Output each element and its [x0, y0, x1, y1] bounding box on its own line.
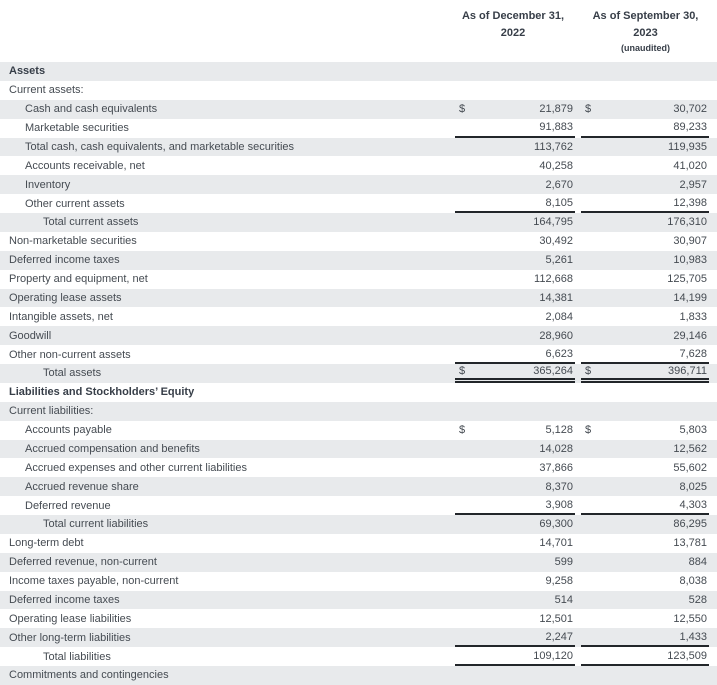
value-col1: [455, 326, 575, 345]
table-row: [0, 194, 717, 213]
row-label: Accrued expenses and other current liabilities: [25, 461, 247, 474]
row-label: Deferred revenue, non-current: [9, 556, 157, 569]
right-padding: [709, 383, 717, 402]
value-col2: [581, 383, 709, 402]
value-col1: [455, 213, 575, 232]
value-text-col2: 14,199: [673, 291, 707, 304]
value-text-col1: 164,795: [533, 216, 573, 229]
value-text-col2: 55,602: [673, 461, 707, 474]
right-padding: [709, 572, 717, 591]
row-label: Deferred revenue: [25, 499, 111, 512]
right-padding: [709, 496, 717, 515]
value-text-col2: 30,702: [673, 103, 707, 116]
value-text-col1: 6,623: [545, 347, 573, 360]
table-row: [0, 156, 717, 175]
value-col2: [581, 270, 709, 289]
header-period-1-line1: As of December 31,: [461, 10, 565, 22]
value-col2: [581, 591, 709, 610]
value-text-col1: 8,370: [545, 480, 573, 493]
value-text-col1: 14,701: [539, 537, 573, 550]
row-label: Total assets: [43, 367, 102, 380]
value-text-col2: 86,295: [673, 518, 707, 531]
value-text-col1: 8,105: [545, 196, 573, 209]
value-text-col1: 37,866: [539, 461, 573, 474]
value-col2: [581, 326, 709, 345]
right-padding: [709, 232, 717, 251]
row-label: Accounts receivable, net: [25, 159, 145, 172]
table-row: [0, 326, 717, 345]
value-text-col1: 14,381: [539, 291, 573, 304]
value-col2: [581, 81, 709, 100]
value-col2: [581, 647, 709, 666]
row-label: Current liabilities:: [9, 405, 94, 418]
value-col1: [455, 628, 575, 647]
row-label: Inventory: [25, 178, 71, 191]
value-text-col1: 2,247: [545, 630, 573, 643]
value-text-col2: 119,935: [668, 140, 707, 153]
table-row: [0, 175, 717, 194]
row-label: Long-term debt: [9, 537, 84, 550]
right-padding: [709, 175, 717, 194]
table-row: [0, 591, 717, 610]
value-text-col1: 5,261: [545, 254, 573, 267]
value-text-col2: 89,233: [673, 121, 707, 134]
table-row: [0, 364, 717, 383]
header-period-1-line2: 2022: [500, 27, 526, 39]
value-col1: [455, 345, 575, 364]
value-text-col1: 2,670: [545, 178, 573, 191]
row-label: Current assets:: [9, 84, 84, 97]
value-text-col1: 365,264: [533, 364, 573, 377]
currency-symbol-col2: $: [585, 364, 592, 377]
value-col2: [581, 138, 709, 157]
balance-sheet-rows: [0, 62, 717, 685]
row-label: Operating lease assets: [9, 291, 122, 304]
unaudited-note: (unaudited): [621, 43, 670, 53]
table-row: [0, 138, 717, 157]
row-label: Income taxes payable, non-current: [9, 575, 179, 588]
value-text-col2: 7,628: [679, 347, 707, 360]
right-padding: [709, 440, 717, 459]
value-text-col1: 514: [554, 593, 573, 606]
value-col2: [581, 553, 709, 572]
table-row: [0, 307, 717, 326]
value-text-col1: 12,501: [539, 612, 573, 625]
value-col2: [581, 534, 709, 553]
value-col1: [455, 81, 575, 100]
value-col2: [581, 440, 709, 459]
right-padding: [709, 326, 717, 345]
header-period-sep-2023: [580, 8, 711, 55]
value-col2: [581, 289, 709, 308]
value-text-col2: 30,907: [673, 235, 707, 248]
table-row: [0, 81, 717, 100]
right-padding: [709, 591, 717, 610]
value-col2: [581, 666, 709, 685]
value-col1: [455, 289, 575, 308]
value-text-col2: 12,562: [673, 442, 707, 455]
value-col2: [581, 119, 709, 138]
value-col1: [455, 591, 575, 610]
right-padding: [709, 119, 717, 138]
table-row: [0, 496, 717, 515]
value-text-col2: 8,025: [679, 480, 707, 493]
value-col1: [455, 553, 575, 572]
value-text-col2: 2,957: [679, 178, 707, 191]
value-col1: [455, 232, 575, 251]
value-col1: [455, 666, 575, 685]
row-label: Cash and cash equivalents: [25, 103, 158, 116]
row-label: Liabilities and Stockholders’ Equity: [9, 386, 195, 399]
currency-symbol-col1: $: [459, 424, 466, 437]
value-col1: [455, 477, 575, 496]
value-col2: [581, 232, 709, 251]
row-label: Non-marketable securities: [9, 235, 137, 248]
value-text-col1: 40,258: [539, 159, 573, 172]
value-col1: [455, 251, 575, 270]
value-col1: [455, 156, 575, 175]
right-padding: [709, 647, 717, 666]
value-text-col2: 12,398: [673, 196, 707, 209]
value-col2: [581, 100, 709, 119]
table-row: [0, 345, 717, 364]
right-padding: [709, 402, 717, 421]
row-label: Intangible assets, net: [9, 310, 113, 323]
table-row: [0, 119, 717, 138]
table-row: [0, 383, 717, 402]
value-text-col2: 176,310: [667, 216, 707, 229]
value-text-col2: 528: [688, 593, 707, 606]
value-text-col1: 91,883: [539, 121, 573, 134]
table-row: [0, 440, 717, 459]
value-col2: [581, 364, 709, 383]
right-padding: [709, 307, 717, 326]
table-row: [0, 100, 717, 119]
table-row: [0, 515, 717, 534]
header-period-2-line2: 2023: [633, 27, 658, 39]
value-col2: [581, 458, 709, 477]
right-padding: [709, 289, 717, 308]
right-padding: [709, 81, 717, 100]
value-text-col2: 10,983: [673, 254, 707, 267]
value-col1: [455, 609, 575, 628]
value-col2: [581, 62, 709, 81]
value-text-col2: 123,509: [667, 649, 707, 662]
value-text-col2: 13,781: [673, 537, 707, 550]
value-text-col2: 4,303: [679, 498, 707, 511]
right-padding: [709, 609, 717, 628]
currency-symbol-col2: $: [585, 103, 592, 116]
value-text-col2: 396,711: [668, 364, 707, 377]
row-label: Operating lease liabilities: [9, 612, 132, 625]
value-text-col2: 8,038: [679, 575, 707, 588]
value-col2: [581, 156, 709, 175]
row-label: Total current liabilities: [43, 518, 149, 531]
row-label: Total current assets: [43, 216, 139, 229]
table-row: [0, 666, 717, 685]
right-padding: [709, 534, 717, 553]
value-col1: [455, 515, 575, 534]
right-padding: [709, 251, 717, 270]
value-col1: [455, 364, 575, 383]
value-text-col1: 3,908: [545, 498, 573, 511]
table-row: [0, 251, 717, 270]
table-row: [0, 232, 717, 251]
value-col1: [455, 100, 575, 119]
value-col2: [581, 496, 709, 515]
value-text-col1: 2,084: [545, 310, 573, 323]
table-row: [0, 572, 717, 591]
value-text-col1: 109,120: [533, 649, 573, 662]
right-padding: [709, 477, 717, 496]
row-label: Commitments and contingencies: [9, 669, 169, 682]
value-col2: [581, 402, 709, 421]
table-row: [0, 289, 717, 308]
row-label: Accrued revenue share: [25, 480, 139, 493]
value-col2: [581, 609, 709, 628]
value-col2: [581, 477, 709, 496]
value-text-col2: 29,146: [673, 329, 707, 342]
value-text-col1: 113,762: [534, 140, 573, 153]
value-text-col1: 9,258: [545, 575, 573, 588]
right-padding: [709, 100, 717, 119]
value-col2: [581, 572, 709, 591]
value-text-col1: 112,668: [534, 273, 573, 286]
value-text-col2: 1,433: [679, 630, 707, 643]
right-padding: [709, 194, 717, 213]
value-col1: [455, 62, 575, 81]
value-col1: [455, 307, 575, 326]
table-row: [0, 628, 717, 647]
value-text-col2: 5,803: [679, 424, 707, 437]
table-row: [0, 458, 717, 477]
value-col1: [455, 138, 575, 157]
value-col1: [455, 458, 575, 477]
row-label: Marketable securities: [25, 122, 129, 135]
value-col1: [455, 647, 575, 666]
right-padding: [709, 628, 717, 647]
currency-symbol-col1: $: [459, 364, 466, 377]
value-text-col1: 30,492: [539, 235, 573, 248]
table-row: [0, 62, 717, 81]
value-col2: [581, 307, 709, 326]
row-label: Total cash, cash equivalents, and marketable securities: [25, 140, 295, 153]
table-row: [0, 270, 717, 289]
row-label: Total liabilities: [43, 650, 111, 663]
value-col1: [455, 270, 575, 289]
value-text-col1: 28,960: [539, 329, 573, 342]
right-padding: [709, 345, 717, 364]
value-col1: [455, 194, 575, 213]
row-label: Property and equipment, net: [9, 273, 148, 286]
value-text-col1: 599: [554, 556, 573, 569]
value-text-col1: 21,879: [539, 103, 573, 116]
row-label: Other current assets: [25, 197, 125, 210]
right-padding: [709, 666, 717, 685]
value-col1: [455, 175, 575, 194]
currency-symbol-col2: $: [585, 424, 592, 437]
value-col1: [455, 572, 575, 591]
value-col2: [581, 421, 709, 440]
header-period-2-line1: As of September 30,: [592, 10, 699, 22]
value-col1: [455, 119, 575, 138]
value-col2: [581, 251, 709, 270]
value-text-col2: 41,020: [673, 159, 707, 172]
table-row: [0, 609, 717, 628]
table-row: [0, 534, 717, 553]
value-col2: [581, 194, 709, 213]
value-col2: [581, 213, 709, 232]
table-row: [0, 553, 717, 572]
table-row: [0, 421, 717, 440]
currency-symbol-col1: $: [459, 103, 466, 116]
table-row: [0, 477, 717, 496]
right-padding: [709, 421, 717, 440]
header-period-dec-2022: [450, 8, 576, 42]
row-label: Other non-current assets: [9, 348, 131, 361]
value-col2: [581, 515, 709, 534]
table-row: [0, 402, 717, 421]
value-col1: [455, 534, 575, 553]
value-text-col1: 69,300: [539, 518, 573, 531]
value-text-col2: 1,833: [679, 310, 707, 323]
row-label: Assets: [9, 65, 46, 78]
right-padding: [709, 213, 717, 232]
value-col2: [581, 175, 709, 194]
value-text-col2: 12,550: [673, 612, 707, 625]
value-col1: [455, 496, 575, 515]
row-label: Other long-term liabilities: [9, 631, 131, 644]
right-padding: [709, 156, 717, 175]
table-row: [0, 647, 717, 666]
table-row: [0, 213, 717, 232]
value-col1: [455, 421, 575, 440]
value-text-col2: 884: [688, 556, 707, 569]
right-padding: [709, 62, 717, 81]
row-label: Accrued compensation and benefits: [25, 442, 200, 455]
right-padding: [709, 138, 717, 157]
value-col2: [581, 345, 709, 364]
value-col1: [455, 402, 575, 421]
row-label: Accounts payable: [25, 424, 112, 437]
row-label: Goodwill: [9, 329, 52, 342]
value-text-col1: 14,028: [539, 442, 573, 455]
right-padding: [709, 515, 717, 534]
value-col1: [455, 440, 575, 459]
value-col2: [581, 628, 709, 647]
table-header: [0, 0, 717, 62]
value-text-col2: 125,705: [667, 273, 707, 286]
row-label: Deferred income taxes: [9, 593, 120, 606]
value-col1: [455, 383, 575, 402]
right-padding: [709, 364, 717, 383]
row-label: Deferred income taxes: [9, 254, 120, 267]
right-padding: [709, 553, 717, 572]
right-padding: [709, 270, 717, 289]
value-text-col1: 5,128: [545, 424, 573, 437]
right-padding: [709, 458, 717, 477]
